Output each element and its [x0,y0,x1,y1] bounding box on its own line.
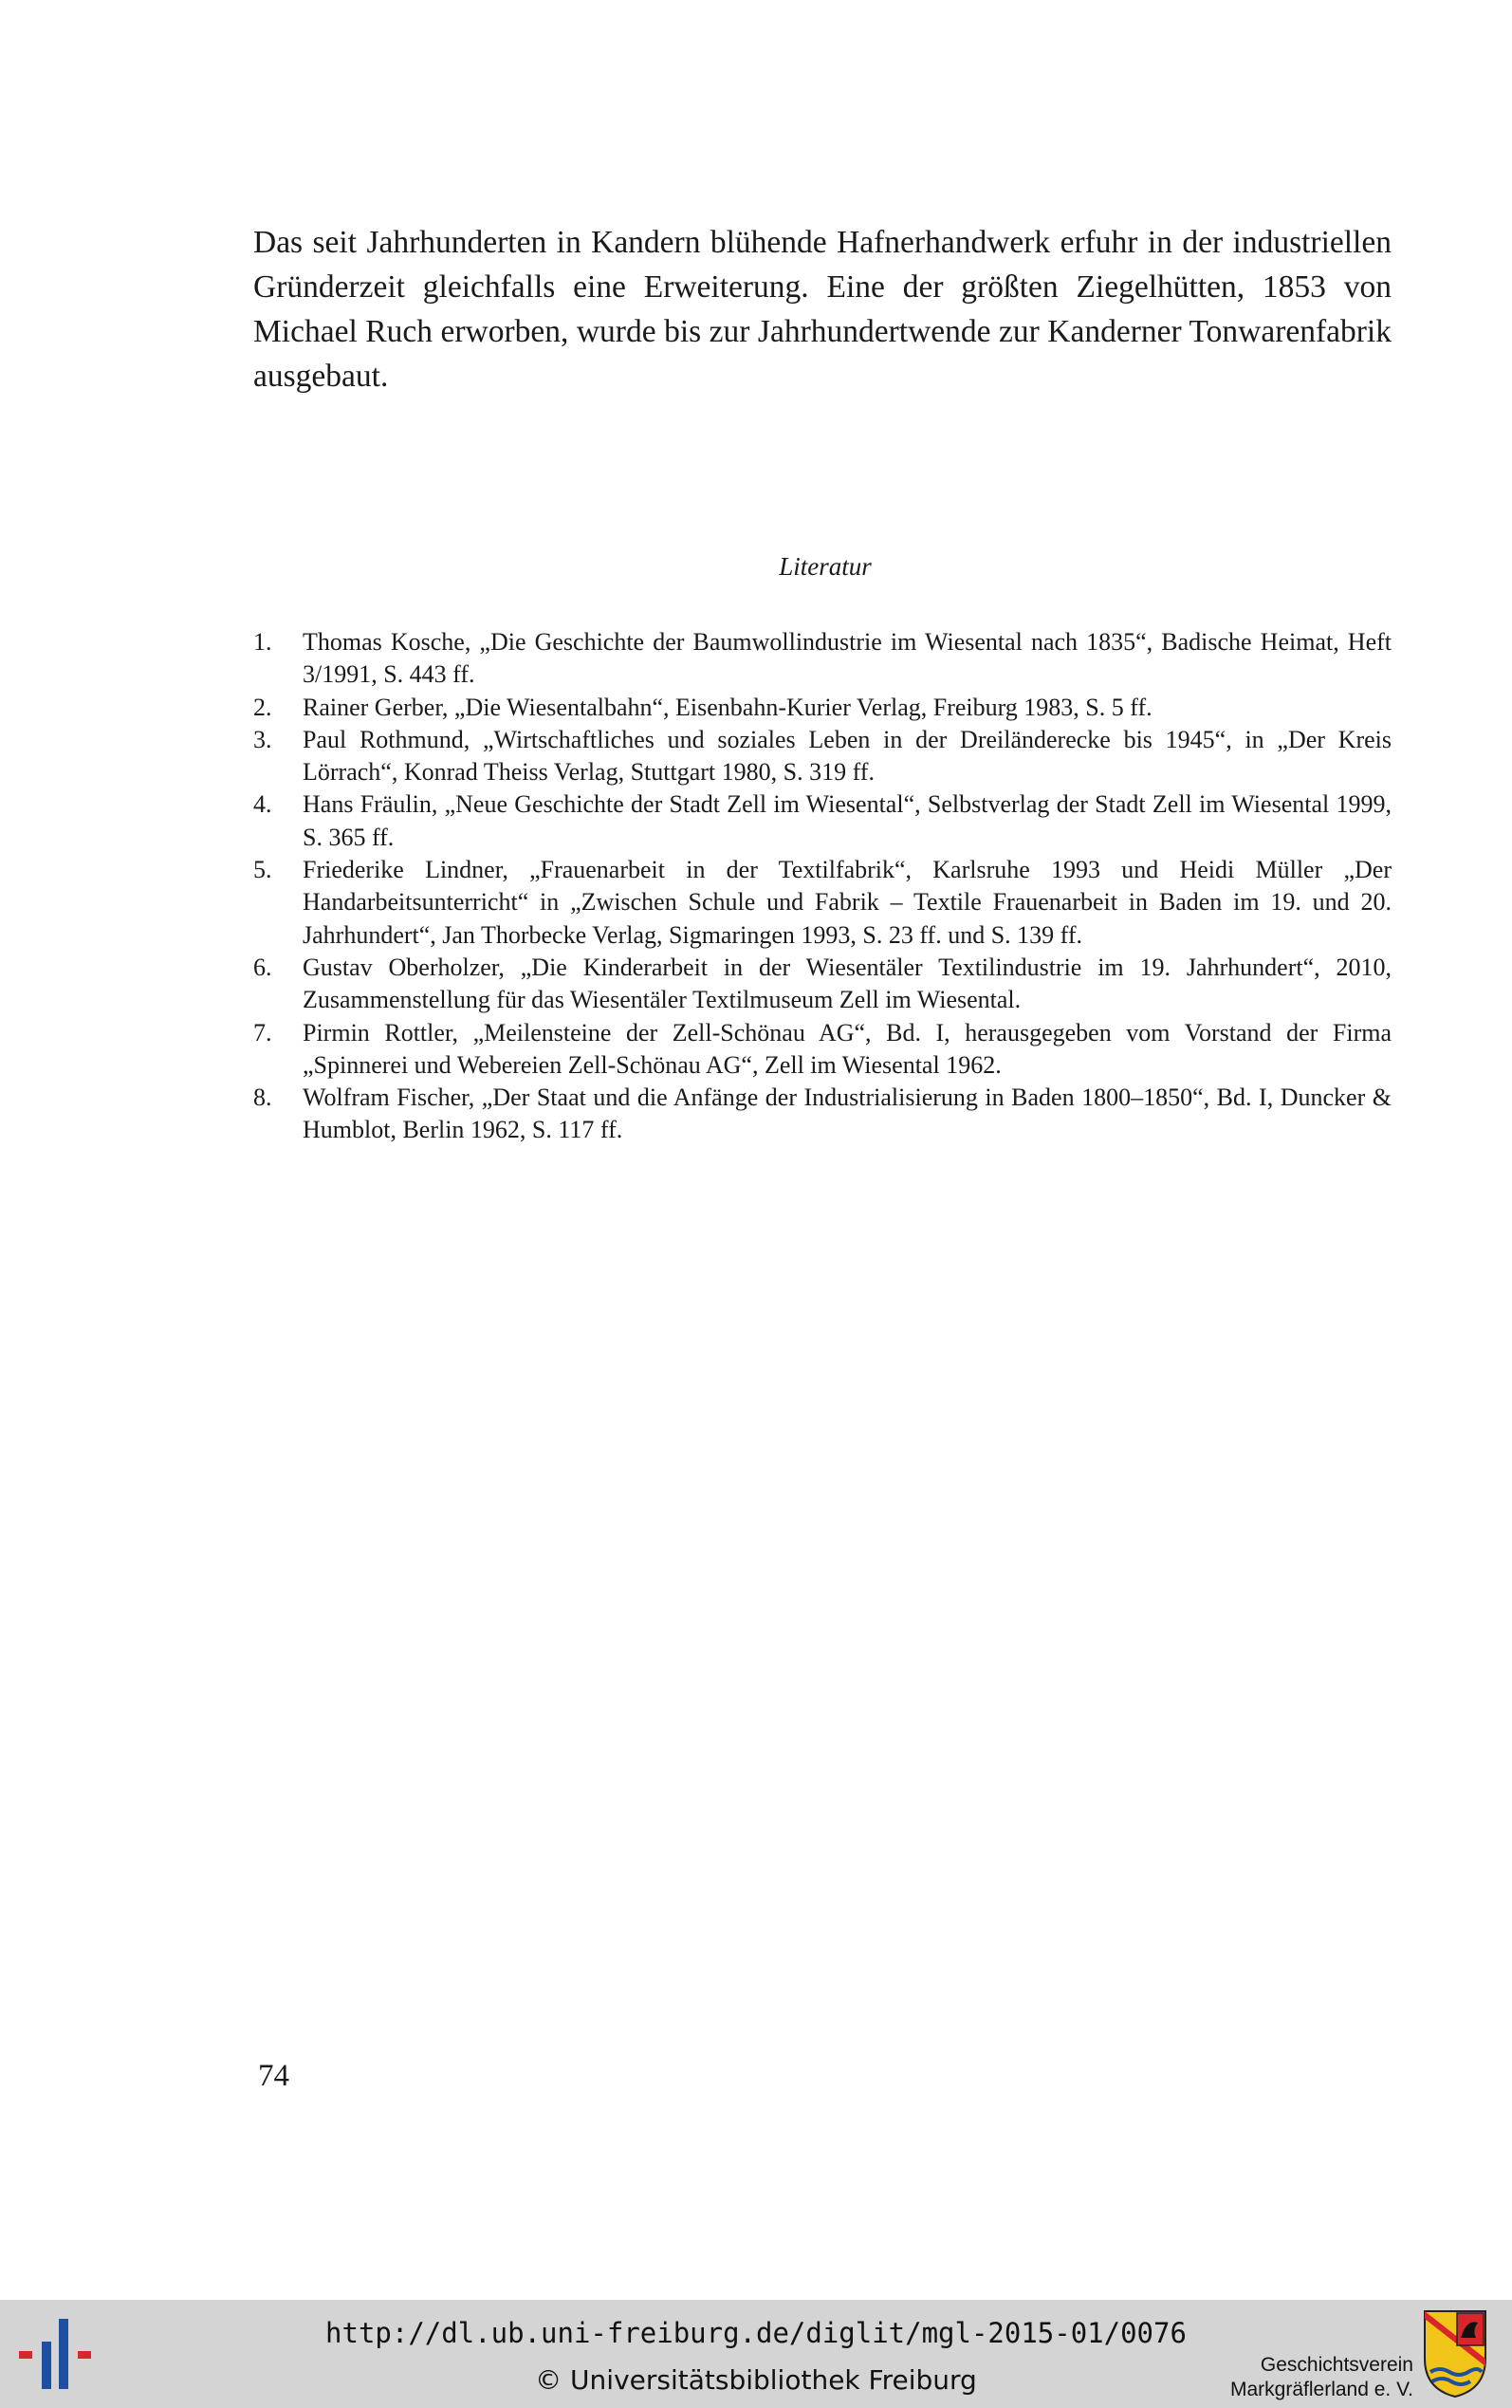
literature-heading: Literatur [779,552,872,581]
footer-url-link[interactable]: http://dl.ub.uni-freiburg.de/diglit/mgl-2015-01/0076 [325,2317,1187,2349]
reference-text: Hans Fräulin, „Neue Geschichte der Stadt Zell im Wiesental“, Selbstverlag der Stadt Zell im Wiesental 1999, S. 365 ff. [303,790,1392,851]
reference-text: Pirmin Rottler, „Meilensteine der Zell-Schönau AG“, Bd. I, herausgegeben vom Vorstand der Firma „Spinnerei und Webereien Zell-Schönau AG“, Zell im Wiesental 1962. [303,1018,1392,1079]
reference-number: 7. [253,1018,272,1047]
page-number: 74 [258,2059,289,2093]
intro-paragraph: Das seit Jahrhunderten in Kandern blühende Hafnerhandwerk erfuhr in der industriellen Gründerzeit gleichfalls eine Erweiterung. Eine der größten Ziegelhütten, 1853 von Michael Ruch erworben, wurde bis zur Jahrhundertwende zur Kanderner Tonwarenfabrik ausgebaut. [253,225,1392,394]
reference-text: Gustav Oberholzer, „Die Kinderarbeit in der Wiesentäler Textilindustrie im 19. Jahrhundert“, 2010, Zusammenstellung für das Wiesentäler Textilmuseum Zell im Wiesental. [303,953,1392,1014]
reference-text: Wolfram Fischer, „Der Staat und die Anfänge der Industrialisierung in Baden 1800–1850“, Bd. I, Duncker & Humblot, Berlin 1962, S. 117 ff. [303,1084,1392,1144]
reference-item [253,692,1392,724]
society-line-1: Geschichtsverein [1260,2354,1413,2376]
reference-item [253,788,1392,854]
reference-item [253,626,1392,692]
reference-text: Paul Rothmund, „Wirtschaftliches und soziales Leben in der Dreiländerecke bis 1945“, in „Der Kreis Lörrach“, Konrad Theiss Verlag, Stuttgart 1980, S. 319 ff. [303,725,1392,787]
reference-number: 4. [253,790,272,819]
reference-text: Friederike Lindner, „Frauenarbeit in der Textilfabrik“, Karlsruhe 1993 und Heidi Müller „Der Handarbeitsunterricht“ in „Zwischen Schule und Fabrik – Textile Frauenarbeit in Baden im 19. und 20. Jahrhundert“, Jan Thorbecke Verlag, Sigmaringen 1993, S. 23 ff. und S. 139 ff. [303,856,1392,949]
reference-text: Thomas Kosche, „Die Geschichte der Baumwollindustrie im Wiesental nach 1835“, Badische Heimat, Heft 3/1991, S. 443 ff. [303,628,1392,689]
reference-number: 5. [253,856,272,884]
reference-list [253,626,1392,1147]
footer-bar [0,2300,1512,2408]
reference-item [253,854,1392,952]
society-name [1214,2353,1413,2402]
reference-number: 6. [253,953,272,981]
society-line-2: Markgräflerland e. V. [1230,2379,1413,2400]
reference-item [253,1017,1392,1083]
reference-text: Rainer Gerber, „Die Wiesentalbahn“, Eisenbahn-Kurier Verlag, Freiburg 1983, S. 5 ff. [303,693,1152,721]
coat-of-arms-icon [1423,2309,1487,2399]
reference-number: 2. [253,693,272,721]
reference-number: 8. [253,1084,272,1112]
reference-item [253,724,1392,789]
footer-copyright: © Universitätsbibliothek Freiburg [535,2364,977,2396]
reference-item [253,952,1392,1017]
reference-item [253,1082,1392,1147]
reference-number: 3. [253,725,272,753]
reference-number: 1. [253,628,272,656]
